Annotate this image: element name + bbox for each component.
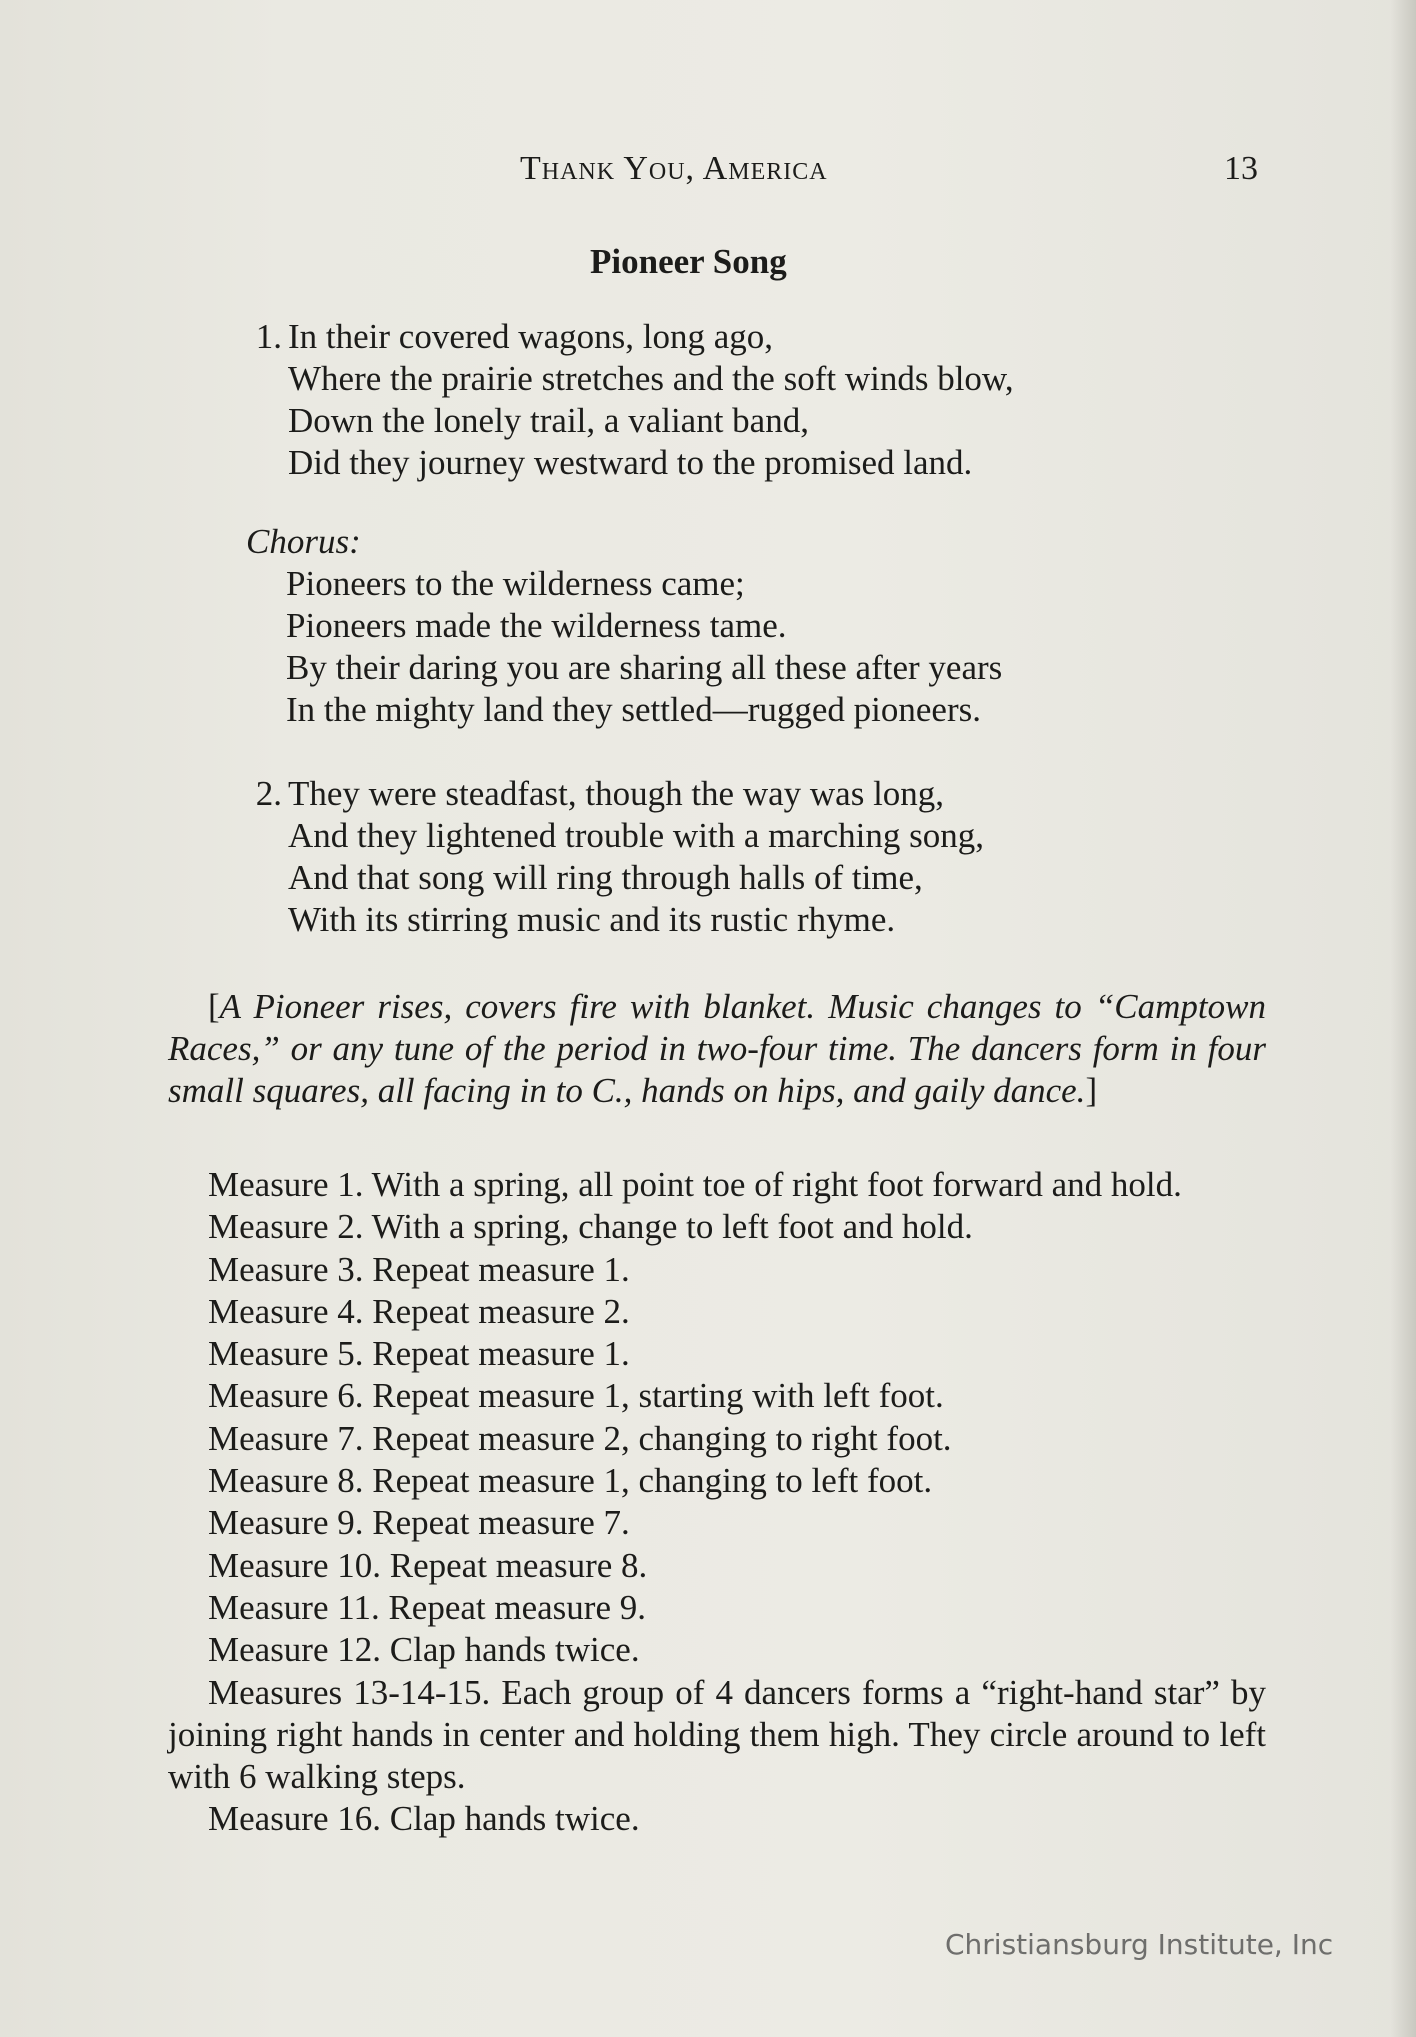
measure-text: Repeat measure 1. <box>372 1249 630 1289</box>
open-bracket: [ <box>208 987 220 1026</box>
chorus <box>246 521 1002 731</box>
measure-item <box>168 1291 1266 1333</box>
measure-text: Clap hands twice. <box>389 1630 640 1670</box>
song-title: Pioneer Song <box>590 242 787 281</box>
measure-label: Measure 10. <box>208 1545 382 1585</box>
lyric-line: They were steadfast, though the way was long, <box>288 774 945 813</box>
measure-label: Measure 9. <box>208 1503 364 1543</box>
measure-item <box>168 1418 1266 1460</box>
measure-label: Measure 7. <box>208 1418 364 1458</box>
measure-text: Clap hands twice. <box>389 1799 640 1839</box>
lyric-line: In their covered wagons, long ago, <box>288 317 773 356</box>
measure-text: Repeat measure 1, starting with left foot. <box>372 1376 944 1416</box>
measure-text: Repeat measure 1. <box>372 1334 630 1374</box>
lyric-line: Where the prairie stretches and the soft winds blow, <box>288 359 1014 398</box>
page-number: 13 <box>1224 150 1258 187</box>
measure-label: Measure 2. <box>208 1207 364 1247</box>
measure-label: Measure 11. <box>208 1587 380 1627</box>
dance-instructions <box>168 1164 1266 1841</box>
verse-line <box>244 316 1014 358</box>
verse-line <box>244 400 1014 442</box>
measure-text: Each group of 4 dancers forms a “right-hand star” by joining right hands in center and holding them high. They circle around to left with 6 walking steps. <box>168 1672 1266 1797</box>
measure-text: With a spring, change to left foot and hold. <box>371 1207 973 1247</box>
measure-text: Repeat measure 2. <box>372 1291 630 1331</box>
close-bracket: ] <box>1085 1071 1098 1110</box>
stage-direction <box>168 986 1266 1112</box>
watermark: Christiansburg Institute, Inc <box>945 1928 1334 1961</box>
measure-text: Repeat measure 8. <box>389 1545 648 1585</box>
measure-label: Measure 4. <box>208 1291 364 1331</box>
verse-2 <box>244 773 984 941</box>
measure-label: Measures 13-14-15. <box>208 1672 491 1712</box>
measure-label: Measure 1. <box>208 1165 364 1204</box>
measure-item <box>168 1798 1266 1840</box>
chorus-label: Chorus: <box>246 522 361 561</box>
lyric-line: And that song will ring through halls of time, <box>288 858 923 897</box>
measure-item <box>168 1545 1266 1587</box>
measure-item <box>168 1333 1266 1375</box>
measure-item <box>168 1502 1266 1544</box>
measure-text: Repeat measure 7. <box>372 1503 630 1543</box>
lyric-line: Pioneers made the wilderness tame. <box>286 606 787 645</box>
verse-1 <box>244 316 1014 484</box>
measure-item <box>168 1375 1266 1417</box>
measure-text: Repeat measure 2, changing to right foot. <box>372 1418 952 1458</box>
page-edge-shadow <box>1390 0 1416 2037</box>
verse-line <box>244 773 984 815</box>
measure-label: Measure 16. <box>208 1799 382 1839</box>
running-head: Thank You, America <box>520 150 828 187</box>
measure-item <box>168 1249 1266 1291</box>
verse-number: 2. <box>255 774 282 813</box>
lyric-line: Down the lonely trail, a valiant band, <box>288 401 809 440</box>
measure-text: Repeat measure 1, changing to left foot. <box>372 1461 933 1501</box>
verse-number: 1. <box>255 317 282 356</box>
verse-line <box>244 442 1014 484</box>
measure-item <box>168 1672 1266 1799</box>
measure-item <box>168 1206 1266 1248</box>
measure-label: Measure 8. <box>208 1461 364 1501</box>
measure-item <box>168 1587 1266 1629</box>
measure-label: Measure 5. <box>208 1334 364 1374</box>
lyric-line: By their daring you are sharing all these after years <box>286 648 1003 687</box>
lyric-line: Pioneers to the wilderness came; <box>286 564 745 603</box>
lyric-line: And they lightened trouble with a marching song, <box>288 816 984 855</box>
measure-label: Measure 6. <box>208 1376 364 1416</box>
measure-text: With a spring, all point toe of right foot forward and hold. <box>371 1165 1182 1204</box>
measure-item <box>168 1629 1266 1671</box>
stage-direction-text: A Pioneer rises, covers fire with blanket. Music changes to “Camptown Races,” or any tune of the period in two-four time. The dancers form in four small squares, all facing in to C., hands on hips, and gaily dance. <box>168 987 1266 1110</box>
measure-label: Measure 3. <box>208 1249 364 1289</box>
lyric-line: Did they journey westward to the promised land. <box>288 443 973 482</box>
measure-label: Measure 12. <box>208 1630 382 1670</box>
measure-item <box>168 1460 1266 1502</box>
measure-item <box>168 1164 1266 1206</box>
verse-line <box>244 358 1014 400</box>
lyric-line: In the mighty land they settled—rugged pioneers. <box>286 690 981 729</box>
measure-text: Repeat measure 9. <box>388 1587 646 1627</box>
lyric-line: With its stirring music and its rustic rhyme. <box>288 900 896 939</box>
